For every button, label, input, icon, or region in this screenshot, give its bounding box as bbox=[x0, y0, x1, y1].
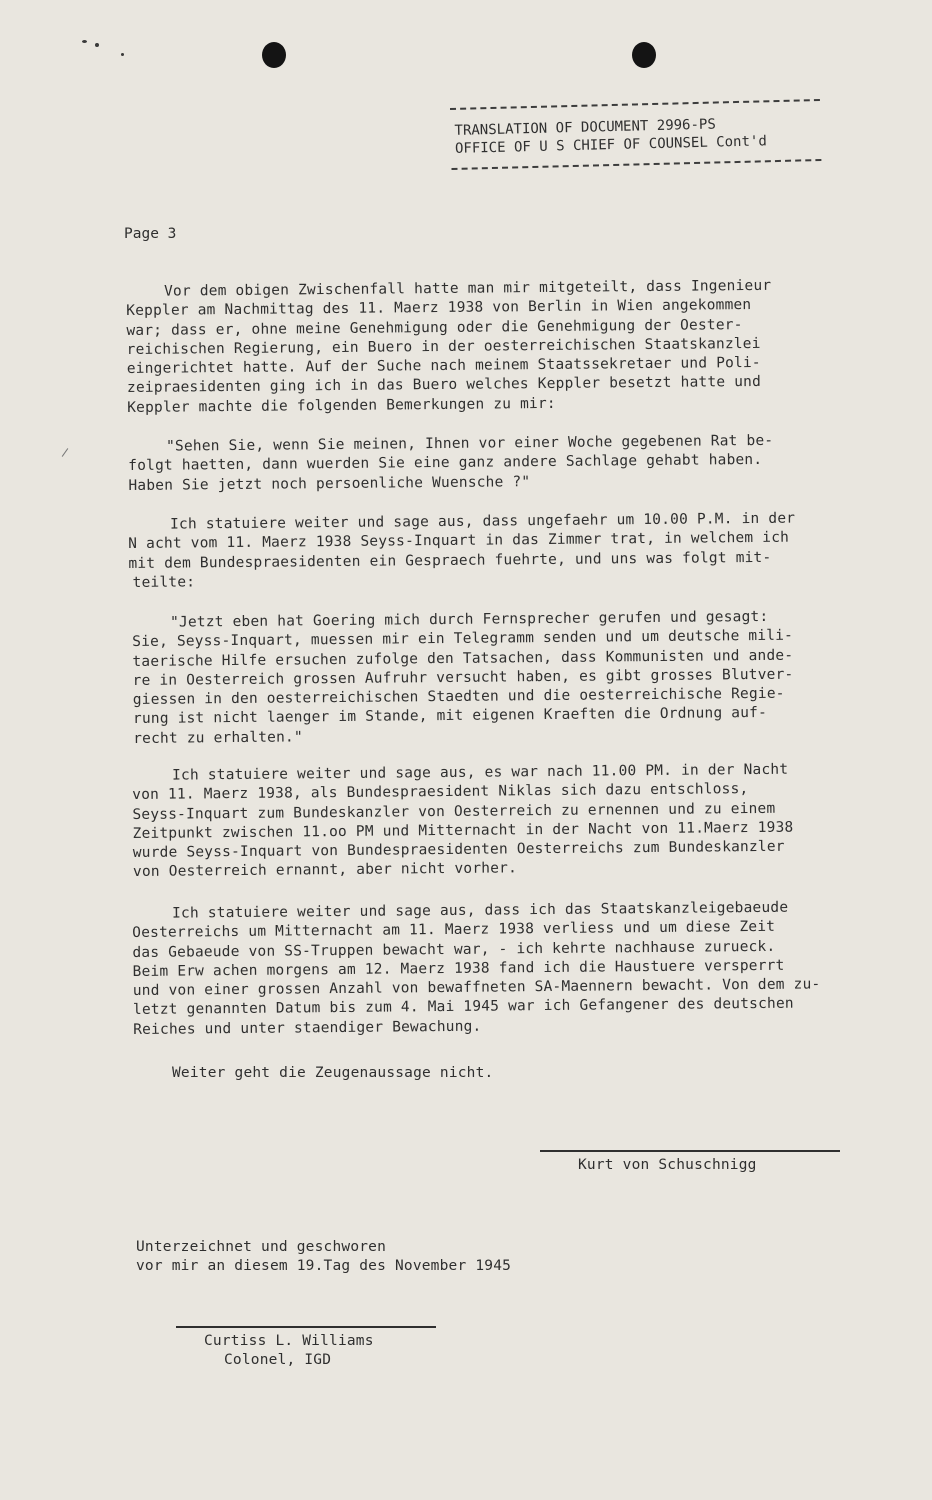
text-line: wurde Seyss-Inquart von Bundespraesidenten Oesterreichs zum Bundeskanzler bbox=[132, 838, 785, 862]
officer-name: Curtiss L. Williams bbox=[204, 1333, 374, 1349]
text-line: war; dass er, ohne meine Genehmigung oder die Genehmigung der Oester- bbox=[126, 316, 743, 339]
punch-hole-left bbox=[262, 42, 286, 68]
header-line-2: OFFICE OF U S CHIEF OF COUNSEL Cont'd bbox=[454, 133, 767, 157]
text-line: Sie, Seyss-Inquart, muessen mir ein Telegramm senden und um deutsche mili- bbox=[132, 627, 794, 651]
text-line: und von einer grossen Anzahl von bewaffneten SA-Maennern bewacht. Von dem zu- bbox=[132, 976, 821, 1000]
paragraph-3 bbox=[128, 510, 796, 594]
text-line: Ich statuiere weiter und sage aus, dass ungefaehr um 10.00 P.M. in der bbox=[170, 510, 796, 533]
margin-mark bbox=[62, 448, 69, 457]
ink-speck bbox=[121, 53, 124, 56]
text-line: Seyss-Inquart zum Bundeskanzler von Oesterreich zu ernennen und zu einem bbox=[132, 800, 776, 823]
text-line: reichischen Regierung, ein Buero in der oesterreichischen Staatskanzlei bbox=[126, 335, 761, 358]
oath-block bbox=[136, 1238, 511, 1277]
text-line: "Sehen Sie, wenn Sie meinen, Ihnen vor einer Woche gegebenen Rat be- bbox=[166, 432, 774, 455]
paragraph-2-quote bbox=[128, 432, 774, 496]
paragraph-4-quote bbox=[132, 608, 794, 749]
text-line: Ich statuiere weiter und sage aus, dass ich das Staatskanzleigebaeude bbox=[172, 899, 789, 922]
paragraph-5 bbox=[132, 761, 794, 883]
paragraph-6 bbox=[132, 898, 821, 1040]
text-line: "Jetzt eben hat Goering mich durch Fernsprecher gerufen und gesagt: bbox=[170, 608, 769, 631]
text-line: N acht vom 11. Maerz 1938 Seyss-Inquart in das Zimmer trat, in welchem ich bbox=[128, 529, 790, 553]
officer-signature-line bbox=[176, 1326, 436, 1328]
text-line: rung ist nicht laenger im Stande, mit eigenen Kraeften die Ordnung auf- bbox=[132, 705, 768, 728]
text-line: Weiter geht die Zeugenaussage nicht. bbox=[172, 1065, 494, 1081]
translation-header bbox=[450, 99, 821, 170]
ink-speck bbox=[95, 43, 99, 47]
text-line: Vor dem obigen Zwischenfall hatte man mir mitgeteilt, dass Ingenieur bbox=[164, 277, 772, 300]
officer-block bbox=[204, 1332, 374, 1371]
page-number: Page 3 bbox=[124, 226, 177, 242]
text-line: giessen in den oesterreichischen Staedten und die oesterreichische Regie- bbox=[132, 685, 785, 709]
text-line: Ich statuiere weiter und sage aus, es war nach 11.00 PM. in der Nacht bbox=[172, 761, 789, 784]
header-line-1: TRANSLATION OF DOCUMENT 2996-PS bbox=[454, 116, 716, 139]
signature-line bbox=[540, 1150, 840, 1152]
oath-line: vor mir an diesem 19.Tag des November 1945 bbox=[136, 1258, 512, 1275]
text-line: Keppler machte die folgenden Bemerkungen zu mir: bbox=[127, 395, 556, 416]
text-line: zeipraesidenten ging ich in das Buero welches Keppler besetzt hatte und bbox=[126, 374, 762, 397]
paragraph-7 bbox=[172, 1064, 493, 1083]
text-line: mit dem Bundespraesidenten ein Gespraech fuehrte, und uns was folgt mit- bbox=[128, 549, 772, 572]
text-line: recht zu erhalten." bbox=[133, 729, 303, 747]
paragraph-1 bbox=[126, 277, 773, 418]
text-line: taerische Hilfe ersuchen zufolge den Tatsachen, dass Kommunisten und ande- bbox=[132, 647, 794, 670]
text-line: Haben Sie jetzt noch persoenliche Wuensche ?" bbox=[128, 473, 531, 494]
text-line: teilte: bbox=[132, 574, 196, 591]
text-line: letzt genannten Datum bis zum 4. Mai 1945 war ich Gefangener des deutschen bbox=[132, 996, 794, 1019]
signatory-name: Kurt von Schuschnigg bbox=[578, 1157, 757, 1173]
text-line: eingerichtet hatte. Auf der Suche nach meinem Staatssekretaer und Poli- bbox=[126, 355, 761, 378]
punch-hole-right bbox=[632, 42, 656, 68]
text-line: re in Oesterreich grossen Aufruhr versucht haben, es gibt grosses Blutver- bbox=[132, 666, 794, 689]
ink-speck bbox=[82, 40, 87, 43]
officer-rank: Colonel, IGD bbox=[224, 1352, 332, 1369]
text-line: Reiches und unter staendiger Bewachung. bbox=[133, 1018, 482, 1038]
text-line: von 11. Maerz 1938, als Bundespraesident Niklas sich dazu entschloss, bbox=[132, 781, 749, 804]
text-line: von Oesterreich ernannt, aber nicht vorher. bbox=[132, 860, 518, 881]
text-line: folgt haetten, dann wuerden Sie eine ganz andere Sachlage gehabt haben. bbox=[128, 452, 763, 475]
text-line: Beim Erw achen morgens am 12. Maerz 1938 fand ich die Haustuere versperrt bbox=[132, 957, 785, 980]
text-line: Zeitpunkt zwischen 11.oo PM und Mitternacht in der Nacht von 11.Maerz 1938 bbox=[132, 819, 794, 842]
text-line: Keppler am Nachmittag des 11. Maerz 1938 von Berlin in Wien angekommen bbox=[126, 297, 752, 320]
text-line: das Gebaeude von SS-Truppen bewacht war, - ich kehrte nachhause zurueck. bbox=[132, 938, 776, 961]
oath-line: Unterzeichnet und geschworen bbox=[136, 1239, 387, 1255]
text-line: Oesterreichs um Mitternacht am 11. Maerz 1938 verliess und um diese Zeit bbox=[132, 919, 776, 942]
